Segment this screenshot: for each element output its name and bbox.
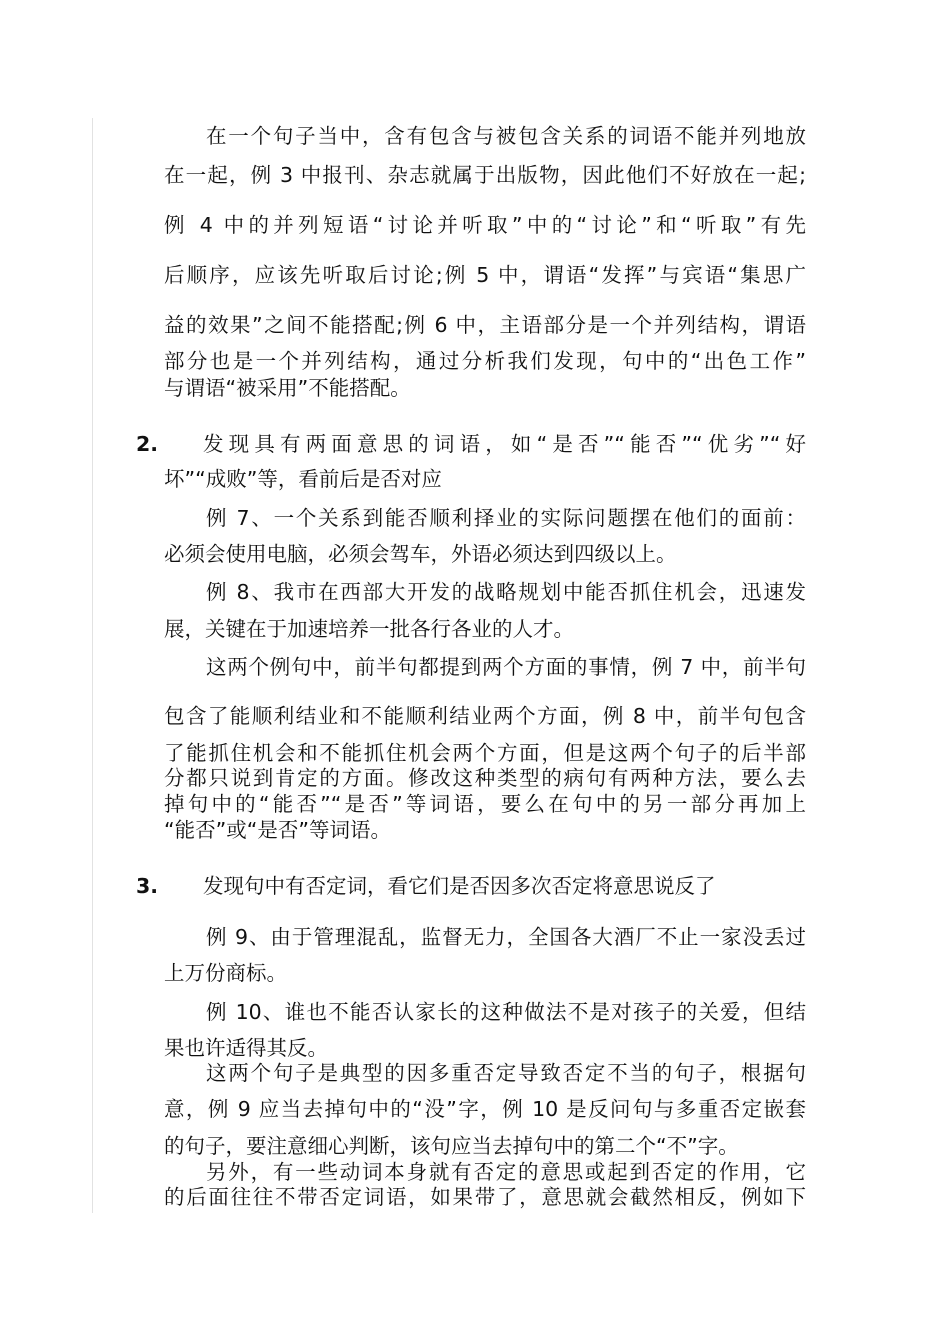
- text-line: 这两个例句中，前半句都提到两个方面的事情，例 7 中，前半句: [206, 655, 806, 679]
- text-line: 果也许适得其反。: [164, 1036, 328, 1060]
- text-line: 在一个句子当中，含有包含与被包含关系的词语不能并列地放: [206, 124, 806, 148]
- text-line: 分都只说到肯定的方面。修改这种类型的病句有两种方法，要么去: [164, 766, 806, 790]
- text-line: 的后面往往不带否定词语，如果带了，意思就会截然相反，例如下: [164, 1185, 806, 1209]
- text-line: 例 10、谁也不能否认家长的这种做法不是对孩子的关爱，但结: [206, 1000, 806, 1024]
- text-line: 例 7、一个关系到能否顺利择业的实际问题摆在他们的面前：: [206, 506, 806, 530]
- margin-rule: [92, 118, 93, 1213]
- list-number: 2.: [136, 432, 159, 456]
- text-line: 与谓语“被采用”不能搭配。: [164, 376, 411, 400]
- text-line: 部分也是一个并列结构，通过分析我们发现，句中的“出色工作”: [164, 349, 806, 373]
- text-line: 这两个句子是典型的因多重否定导致否定不当的句子，根据句: [206, 1061, 806, 1085]
- text-line: 掉句中的“能否”“是否”等词语，要么在句中的另一部分再加上: [164, 792, 806, 816]
- text-line: 后顺序，应该先听取后讨论;例 5 中，谓语“发挥”与宾语“集思广: [164, 263, 806, 287]
- text-line: 例 8、我市在西部大开发的战略规划中能否抓住机会，迅速发: [206, 580, 806, 604]
- list-number: 3.: [136, 874, 159, 898]
- text-line: 展，关键在于加速培养一批各行各业的人才。: [164, 617, 574, 641]
- text-line: 上万份商标。: [164, 961, 287, 985]
- text-line: 另外，有一些动词本身就有否定的意思或起到否定的作用，它: [206, 1160, 806, 1184]
- text-line: 意，例 9 应当去掉句中的“没”字，例 10 是反问句与多重否定嵌套: [164, 1097, 806, 1121]
- text-line: 的句子，要注意细心判断，该句应当去掉句中的第二个“不”字。: [164, 1134, 739, 1158]
- text-line: 必须会使用电脑，必须会驾车，外语必须达到四级以上。: [164, 542, 677, 566]
- text-line: 例 4 中的并列短语“讨论并听取”中的“讨论”和“听取”有先: [164, 213, 806, 237]
- text-line: 益的效果”之间不能搭配;例 6 中，主语部分是一个并列结构，谓语: [164, 313, 806, 337]
- text-line: “能否”或“是否”等词语。: [164, 818, 391, 842]
- text-line: 例 9、由于管理混乱，监督无力，全国各大酒厂不止一家没丢过: [206, 925, 806, 949]
- text-line: 包含了能顺利结业和不能顺利结业两个方面，例 8 中，前半句包含: [164, 704, 806, 728]
- section-heading-line: 发现句中有否定词，看它们是否因多次否定将意思说反了: [203, 874, 716, 898]
- section-heading-line: 坏”“成败”等，看前后是否对应: [164, 467, 442, 491]
- text-line: 在一起，例 3 中报刊、杂志就属于出版物，因此他们不好放在一起;: [164, 163, 806, 187]
- text-line: 了能抓住机会和不能抓住机会两个方面，但是这两个句子的后半部: [164, 741, 806, 765]
- section-heading-line: 发现具有两面意思的词语，如“是否”“能否”“优劣”“好: [203, 432, 806, 456]
